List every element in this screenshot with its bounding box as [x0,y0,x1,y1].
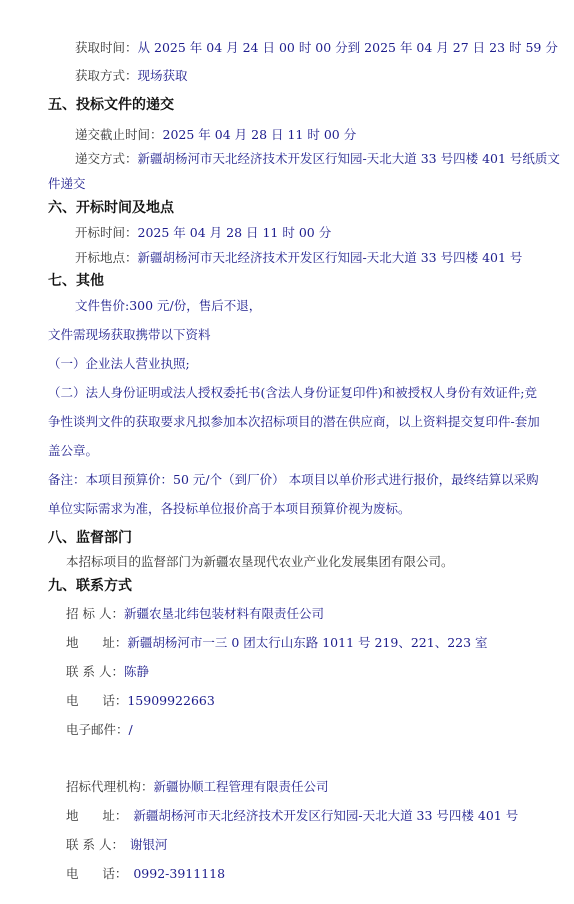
tenderer-row [66,606,324,622]
tenderer-label: 招 标 人： [66,606,124,621]
agency-address-label: 地 址： [66,808,128,823]
opening-place-label: 开标地点： [75,250,138,265]
submit-method-value-cont: 件递交 [48,176,86,191]
budget-note-line1: 备注：本项目预算价：50 元/个（到厂价） 本项目以单价形式进行报价，最终结算以采购 [48,472,539,487]
acquire-method-value: 现场获取 [137,68,188,83]
tenderer-email-label: 电子邮件： [66,722,129,737]
agency-value: 新疆协顺工程管理有限责任公司 [153,779,329,794]
opening-time-row [75,225,331,241]
tenderer-contact-value: 陈静 [123,664,149,679]
submit-deadline-value: 2025 年 04 月 28 日 11 时 00 分 [162,127,357,142]
agency-contact-label: 联 系 人： [66,837,124,852]
document-price: 文件售价:300 元/份，售后不退， [75,298,262,313]
section6-heading: 六、开标时间及地点 [48,200,174,216]
tenderer-email-row [66,722,133,738]
section5-heading: 五、投标文件的递交 [48,97,174,113]
acquire-time-value: 从 2025 年 04 月 24 日 00 时 00 分到 2025 年 04 月 27 日 23 时 59 分 [137,40,558,55]
bring-materials: 文件需现场获取携带以下资料 [48,327,211,342]
opening-place-row [75,250,522,266]
agency-contact-row [66,837,167,853]
tenderer-phone-value: 15909922663 [127,693,215,708]
agency-address-value: 新疆胡杨河市天北经济技术开发区行知园-天北大道 33 号四楼 401 号 [133,808,519,823]
tenderer-contact-label: 联 系 人： [66,664,124,679]
tenderer-phone-label: 电 话： [66,693,128,708]
acquire-method-row [75,68,188,84]
material-item-2-line3: 盖公章。 [48,443,99,458]
material-item-1: （一）企业法人营业执照; [48,356,190,371]
agency-label: 招标代理机构： [66,779,154,794]
agency-phone-value: 0992-3911118 [133,866,226,881]
submit-method-row [75,151,560,167]
budget-note-line2: 单位实际需求为准，各投标单位报价高于本项目预算价视为废标。 [48,501,411,516]
tenderer-address-value: 新疆胡杨河市一三 0 团太行山东路 1011 号 219、221、223 室 [127,635,488,650]
tenderer-phone-row [66,693,215,709]
submit-method-label: 递交方式： [75,151,138,166]
tenderer-value: 新疆农垦北纬包装材料有限责任公司 [123,606,324,621]
tenderer-email-value: / [128,722,133,737]
submit-deadline-row [75,127,356,143]
opening-time-label: 开标时间： [75,225,138,240]
acquire-method-label: 获取方式： [75,68,138,83]
material-item-2-line1: （二）法人身份证明或法人授权委托书(含法人身份证复印件)和被授权人身份有效证件;竞 [48,385,537,400]
agency-phone-row [66,866,225,882]
acquire-time-label: 获取时间： [75,40,138,55]
section9-heading: 九、联系方式 [48,578,132,594]
acquire-time-row [75,40,558,56]
agency-contact-value: 谢银河 [129,837,168,852]
opening-time-value: 2025 年 04 月 28 日 11 时 00 分 [137,225,332,240]
opening-place-value: 新疆胡杨河市天北经济技术开发区行知园-天北大道 33 号四楼 401 号 [137,250,523,265]
agency-row [66,779,329,795]
agency-address-row [66,808,518,824]
submit-method-value: 新疆胡杨河市天北经济技术开发区行知园-天北大道 33 号四楼 401 号纸质文 [137,151,560,166]
tenderer-contact-row [66,664,149,680]
tenderer-address-row [66,635,488,651]
submit-deadline-label: 递交截止时间： [75,127,163,142]
agency-phone-label: 电 话： [66,866,128,881]
supervision-text: 本招标项目的监督部门为新疆农垦现代农业产业化发展集团有限公司。 [66,554,454,569]
section8-heading: 八、监督部门 [48,530,132,546]
section7-heading: 七、其他 [48,273,104,289]
material-item-2-line2: 争性谈判文件的获取要求凡拟参加本次招标项目的潜在供应商，以上资料提交复印件-套加 [48,414,540,429]
tenderer-address-label: 地 址： [66,635,128,650]
